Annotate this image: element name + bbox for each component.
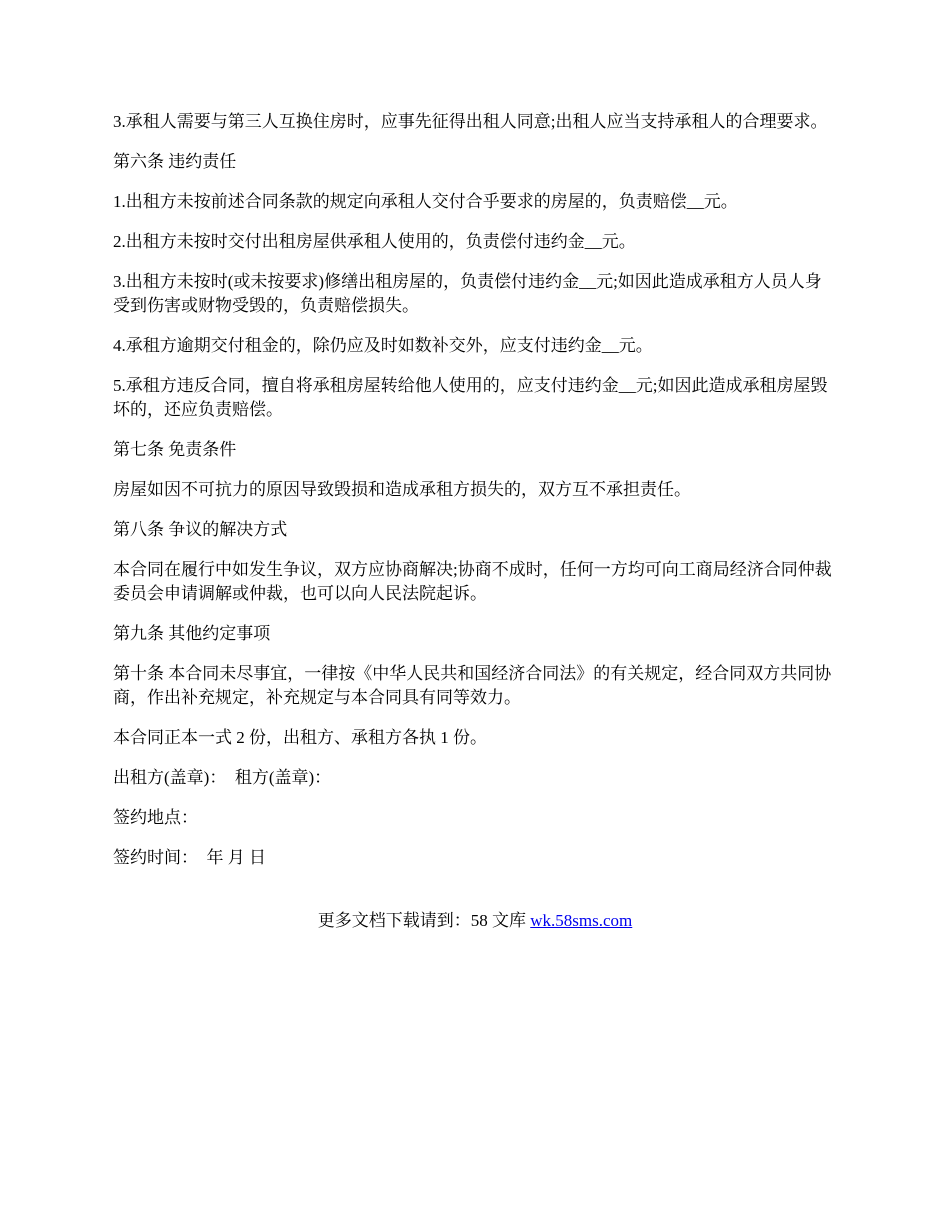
article-7-heading: 第七条 免责条件 bbox=[113, 440, 237, 459]
article-10-paragraph: 第十条 本合同未尽事宜，一律按《中华人民共和国经济合同法》的有关规定，经合同双方共同协商，作出补充规定，补充规定与本合同具有同等效力。 bbox=[113, 664, 832, 707]
article-9-heading: 第九条 其他约定事项 bbox=[113, 624, 271, 643]
dispute-resolution-paragraph: 本合同在履行中如发生争议，双方应协商解决;协商不成时，任何一方均可向工商局经济合同仲裁委员会申请调解或仲裁，也可以向人民法院起诉。 bbox=[113, 560, 832, 603]
breach-item-4: 4.承租方逾期交付租金的，除仍应及时如数补交外，应支付违约金__元。 bbox=[113, 336, 653, 355]
breach-item-1: 1.出租方未按前述合同条款的规定向承租人交付合乎要求的房屋的，负责赔偿__元。 bbox=[113, 192, 738, 211]
breach-item-5: 5.承租方违反合同，擅自将承租房屋转给他人使用的，应支付违约金__元;如因此造成承租房屋毁坏的，还应负责赔偿。 bbox=[113, 376, 828, 419]
article-8-heading: 第八条 争议的解决方式 bbox=[113, 520, 288, 539]
force-majeure-paragraph: 房屋如因不可抗力的原因导致毁损和造成承租方损失的，双方互不承担责任。 bbox=[113, 480, 691, 499]
breach-item-3: 3.出租方未按时(或未按要求)修缮出租房屋的，负责偿付违约金__元;如因此造成承租方人员人身受到伤害或财物受毁的，负责赔偿损失。 bbox=[113, 272, 822, 315]
seal-line: 出租方(盖章)： 租方(盖章)： bbox=[113, 768, 332, 787]
breach-item-2: 2.出租方未按时交付出租房屋供承租人使用的，负责偿付违约金__元。 bbox=[113, 232, 636, 251]
copies-paragraph: 本合同正本一式 2 份，出租方、承租方各执 1 份。 bbox=[113, 728, 487, 747]
article-6-heading: 第六条 违约责任 bbox=[113, 152, 237, 171]
document-body bbox=[113, 110, 838, 886]
footer-download-note bbox=[0, 909, 950, 933]
clause-3-exchange-paragraph: 3.承租人需要与第三人互换住房时，应事先征得出租人同意;出租人应当支持承租人的合理要求。 bbox=[113, 112, 828, 131]
footer-prefix-text: 更多文档下载请到：58 文库 bbox=[317, 911, 531, 930]
footer-site-link[interactable]: wk.58sms.com bbox=[530, 911, 633, 930]
signing-location-line: 签约地点： bbox=[113, 808, 198, 827]
signing-date-line: 签约时间： 年 月 日 bbox=[113, 848, 266, 867]
